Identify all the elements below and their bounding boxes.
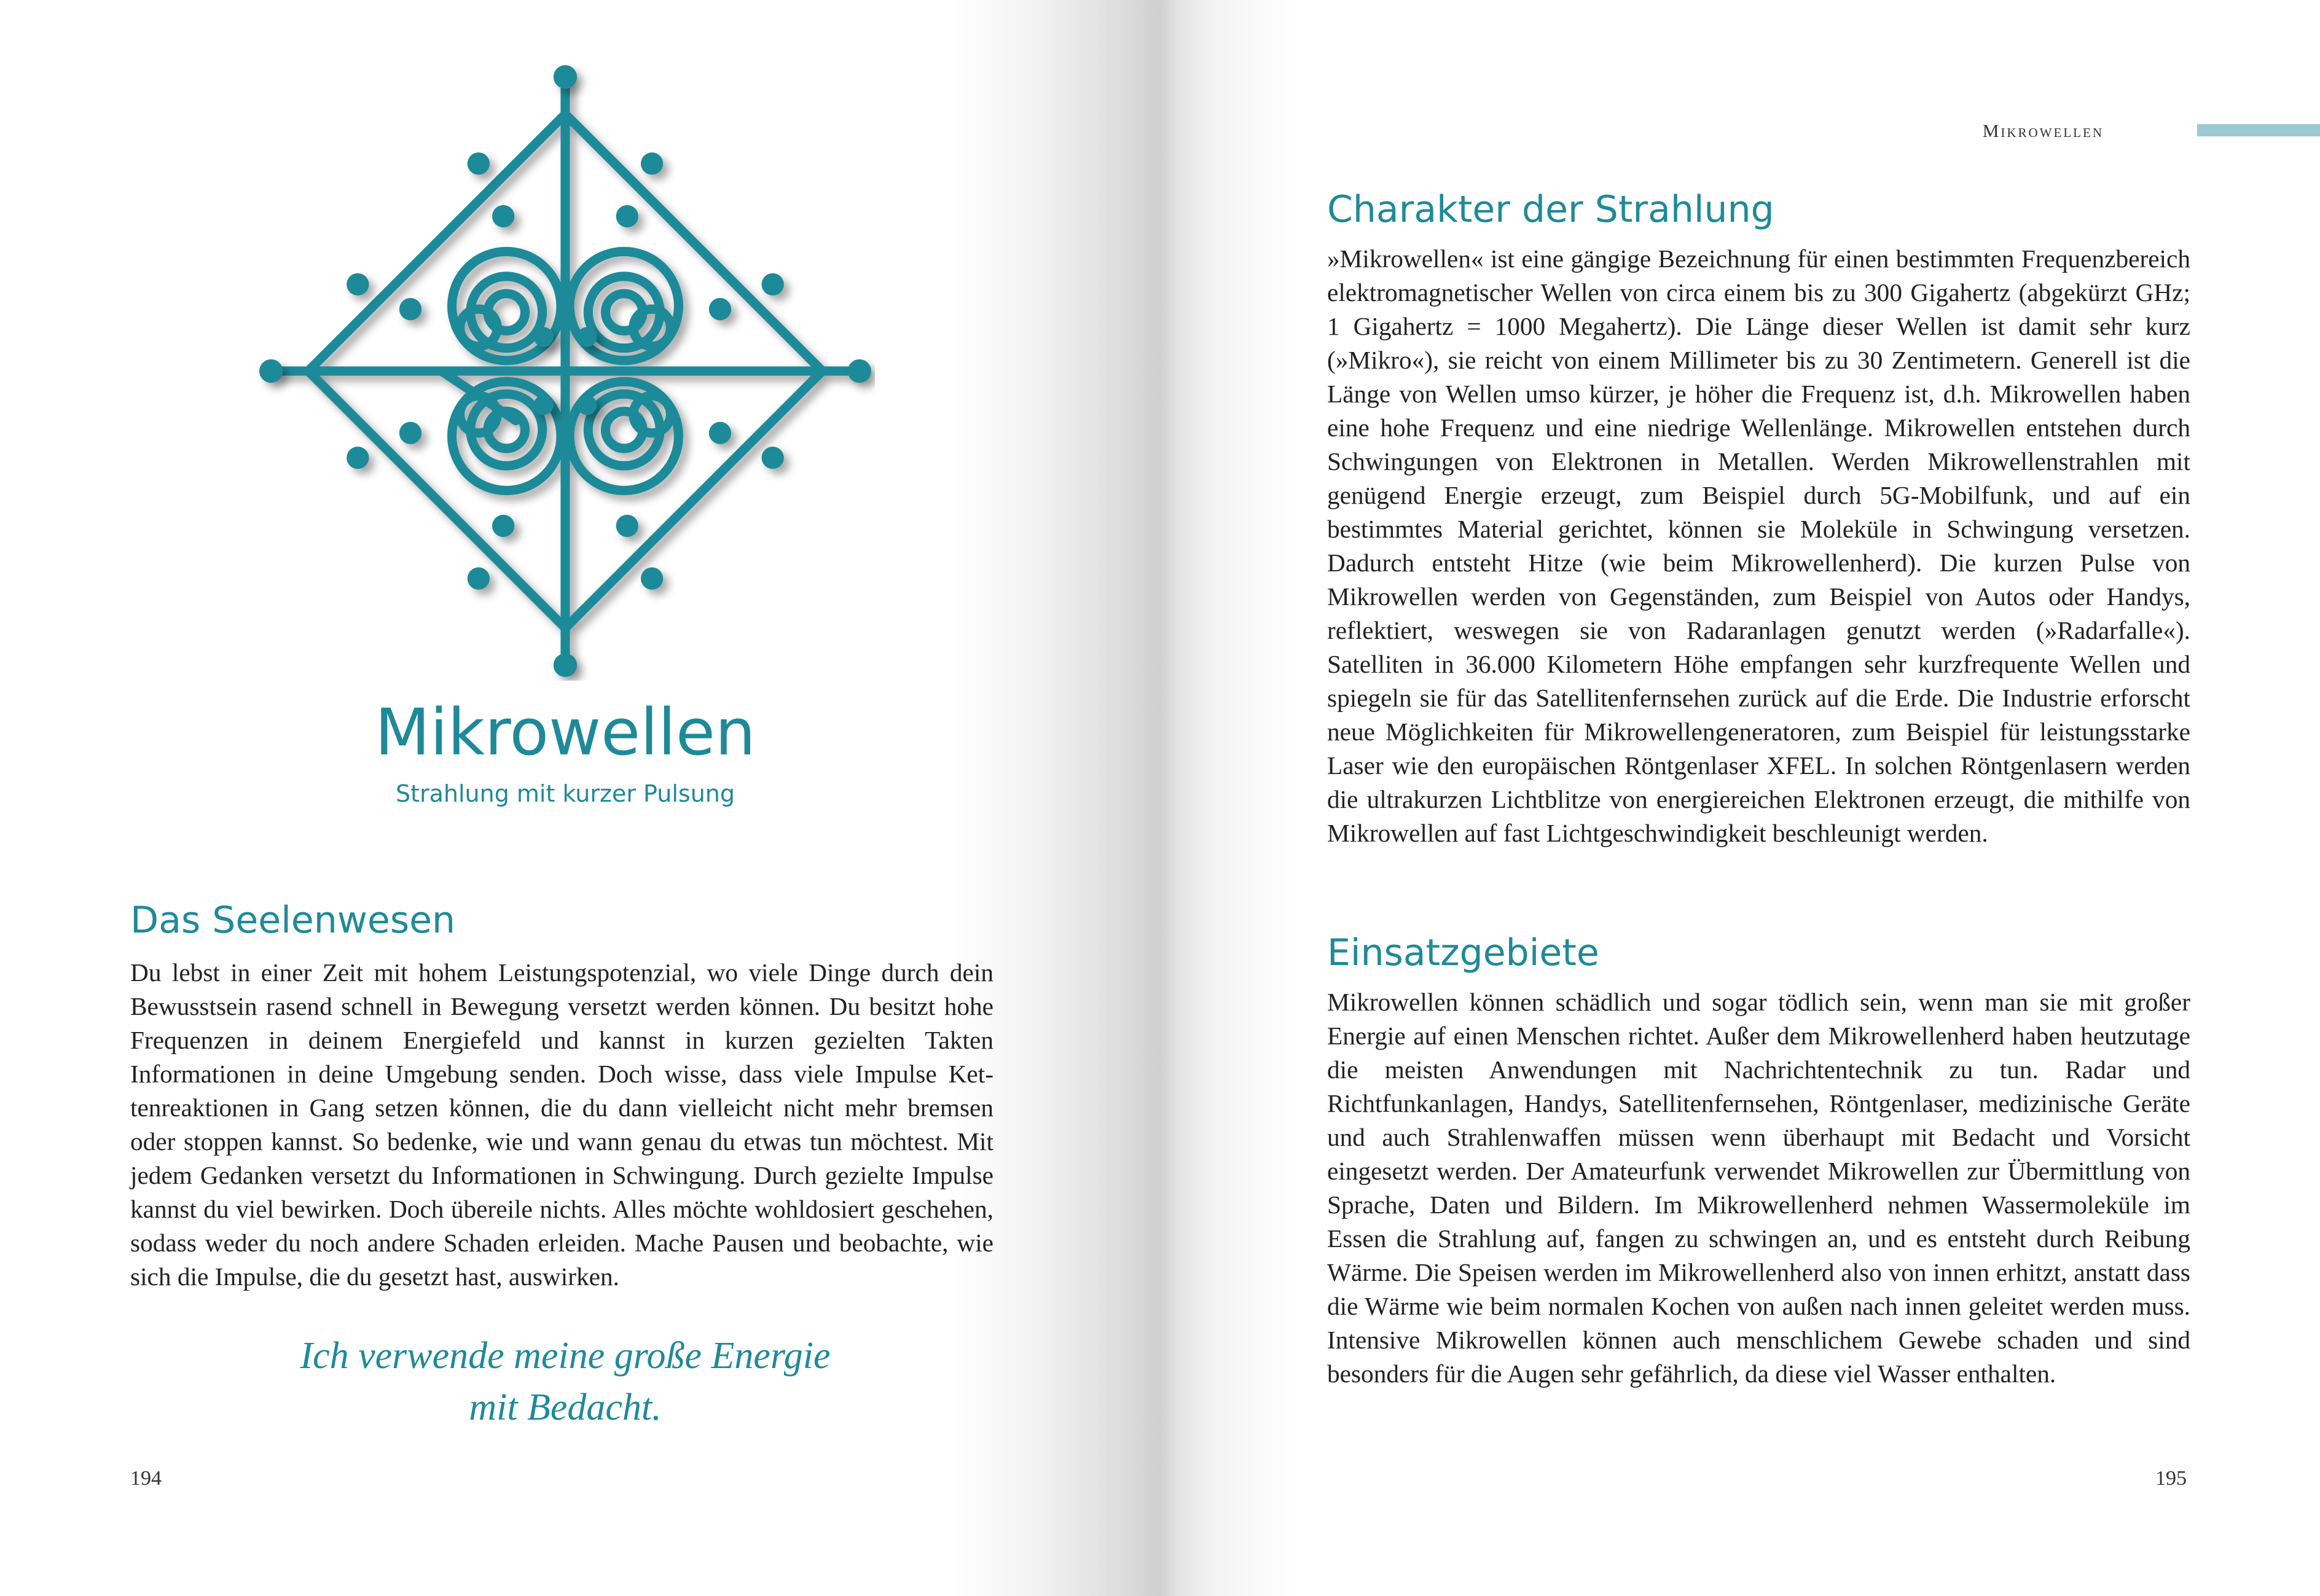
affirmation (129, 1330, 1001, 1433)
chapter-title: Mikrowellen (375, 695, 756, 770)
section-text-einsatzgebiete: Mikrowellen können schädlich und sogar tödlich sein, wenn man sie mit großer Energie auf einen Menschen richtet. Außer dem Mikrowellenherd haben heutzutage die meisten Anwendungen mit Nachrichtentechnik zu tun. Radar und Richtfunkanlagen, Handys, Satellitenfernsehen, Röntgenlaser, medizinische Geräte und auch Strahlenwaffen müssen wenn überhaupt mit Bedacht und Vorsicht eingesetzt werden. Der Amateurfunk verwendet Mikrowellen zur Übermittlung von Sprache, Daten und Bildern. Im Mikrowellenherd nehmen Wassermoleküle im Essen die Strahlung auf, fangen zu schwingen an, und es entsteht durch Reibung Wärme. Die Speisen werden im Mikrowellenherd also von innen erhitzt, anstatt dass die Wärme wie beim normalen Kochen von außen nach innen geleitet werden muss. Intensive Mikrowellen können auch menschlichem Gewebe schaden und sind besonders für die Augen sehr gefährlich, da diese viel Wasser enthalten. (1327, 988, 2190, 1388)
running-head: Mikrowellen (1982, 121, 2104, 141)
section-text-charakter: »Mikrowellen« ist eine gängige Bezeichnung für einen bestimmten Frequenzbereich elektromagnetischer Wellen von circa einem bis zu 300 Gigahertz (abgekürzt GHz; 1 Gigahertz = 1000 Megahertz). Die Länge dieser Wellen ist damit sehr kurz (»Mikro«), sie reicht von einem Millimeter bis zu 30 Zentimetern. Generell ist die Länge von Wellen umso kürzer, je höher die Frequenz ist, d.h. Mikrowellen haben eine hohe Frequenz und eine niedrige Wellenlänge. Mikrowellen entstehen durch Schwingungen von Elektronen in Metallen. Werden Mikrowellenstrahlen mit genügend Energie erzeugt, zum Beispiel durch 5G-Mobilfunk, und auf ein bestimmtes Material gerichtet, können sie Moleküle in Schwingung versetzen. Dadurch entsteht Hitze (wie beim Mikrowellenherd). Die kurzen Pulse von Mikrowellen werden von Gegenständen, zum Beispiel von Autos oder Handys, reflektiert, weswegen sie von Radaranlagen genutzt werden (»Radarfalle«). Satelliten in 36.000 Kilometern Höhe empfangen sehr kurzfrequente Wellen und spiegeln sie für das Satellitenfernsehen zurück auf die Erde. Die Industrie erforscht neue Möglichkeiten für Mikrowellengeneratoren, zum Beispiel für leistungsstarke Laser wie den europäischen Röntgenlaser XFEL. In solchen Röntgenlasern werden die ultrakurzen Lichtblitze von energiereichen Elektronen erzeugt, die mithilfe von Mikrowellen auf fast Lichtgeschwindigkeit beschleunigt werden. (1327, 244, 2190, 847)
chapter-subtitle: Strahlung mit kurzer Pulsung (395, 780, 735, 807)
section-heading-einsatzgebiete: Einsatzgebiete (1327, 931, 1599, 974)
page-number-left: 194 (130, 1467, 162, 1490)
running-head-bar (2197, 124, 2320, 136)
microwave-symbol-icon (256, 61, 875, 681)
affirmation-line-2: mit Bedacht. (469, 1387, 662, 1428)
page-number-right: 195 (2155, 1467, 2187, 1490)
section-heading-charakter: Charakter der Strahlung (1327, 188, 1774, 231)
affirmation-line-1: Ich verwende meine große Energie (300, 1335, 831, 1377)
section-text-seelenwesen: Du lebst in einer Zeit mit hohem Leistungspotenzial, wo viele Dinge durch dein Bewusstsein rasend schnell in Bewegung versetzt werden können. Du besitzt hohe Frequenzen in deinem Energiefeld und kannst in kurzen gezielten Takten Informationen in deine Umgebung senden. Doch wisse, dass viele Impulse Kettenreaktionen in Gang setzen können, die du dann vielleicht nicht mehr bremsen oder stoppen kannst. So bedenke, wie und wann genau du etwas tun möchtest. Mit jedem Gedanken versetzt du Informationen in Schwingung. Durch gezielte Impulse kannst du viel bewirken. Doch übereile nichts. Alles möchte wohldosiert geschehen, sodass weder du noch andere Schaden erleiden. Mache Pausen und beobachte, wie sich die Impulse, die du gesetzt hast, auswirken. (130, 958, 993, 1291)
section-heading-seelenwesen: Das Seelenwesen (130, 899, 456, 942)
